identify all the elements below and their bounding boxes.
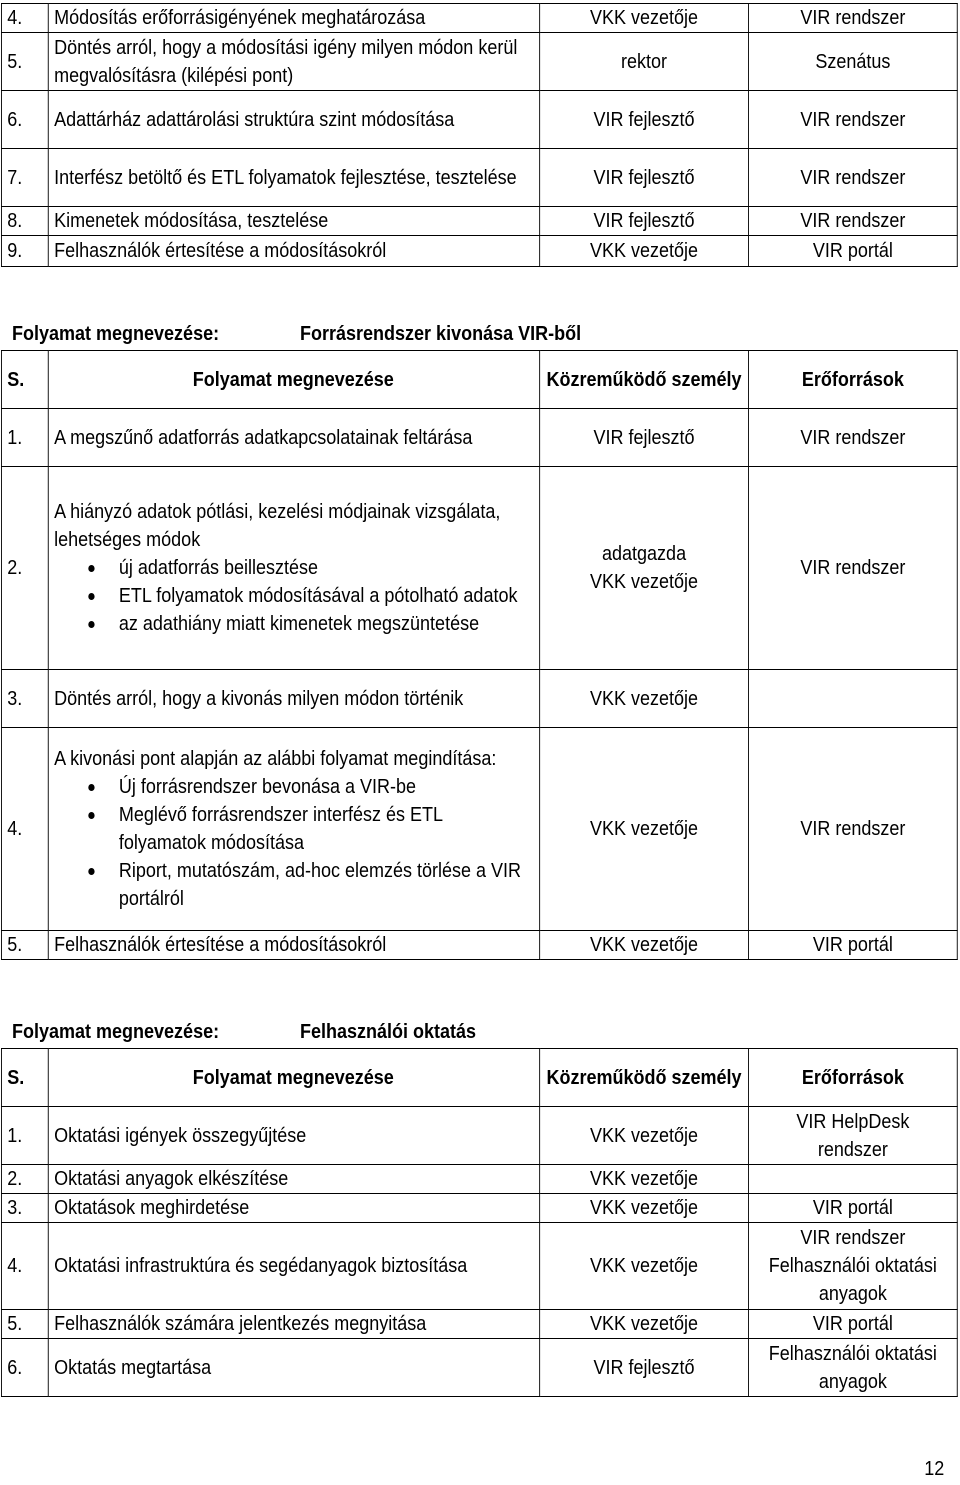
step-number: 6. [1, 91, 48, 149]
step-number: 3. [1, 1194, 48, 1223]
step-number: 5. [1, 1310, 48, 1339]
table-row [1, 207, 957, 236]
step-person [540, 467, 749, 670]
bullet-list [54, 773, 534, 913]
step-person: VKK vezetője [540, 670, 749, 728]
table-row [1, 1339, 957, 1397]
header-person: Közreműködő személy [540, 1049, 749, 1107]
list-item: ETL folyamatok módosításával a pótolható adatok [119, 582, 534, 610]
step-person: VIR fejlesztő [540, 207, 749, 236]
table-row [1, 728, 957, 931]
table-row [1, 931, 957, 960]
header-step: S. [1, 351, 48, 409]
step-resource: Felhasználói oktatási anyagok [748, 1339, 957, 1397]
process-title-value: Forrásrendszer kivonása VIR-ből [300, 323, 582, 345]
step-number: 9. [1, 236, 48, 267]
step-number: 2. [1, 467, 48, 670]
process-title [12, 323, 582, 346]
step-number: 7. [1, 149, 48, 207]
step-description-text: A hiányzó adatok pótlási, kezelési módjainak vizsgálata, lehetséges módok [54, 501, 501, 551]
table-row [1, 1107, 957, 1165]
table-row [1, 91, 957, 149]
list-item: Új forrásrendszer bevonása a VIR-be [119, 773, 534, 801]
step-description: Interfész betöltő és ETL folyamatok fejlesztése, tesztelése [48, 149, 539, 207]
table-row [1, 1194, 957, 1223]
step-resource: VIR rendszer [748, 91, 957, 149]
header-description: Folyamat megnevezése [48, 1049, 539, 1107]
step-number: 1. [1, 409, 48, 467]
step-description: Kimenetek módosítása, tesztelése [48, 207, 539, 236]
step-description: Oktatás megtartása [48, 1339, 539, 1397]
step-person: VKK vezetője [540, 728, 749, 931]
step-number: 6. [1, 1339, 48, 1397]
header-person: Közreműködő személy [540, 351, 749, 409]
step-resource: VIR rendszer [748, 207, 957, 236]
table-row [1, 1223, 957, 1310]
step-person: VKK vezetője [540, 1223, 749, 1310]
step-resource: VIR portál [748, 931, 957, 960]
list-item: Riport, mutatószám, ad-hoc elemzés törlése a VIR portálról [119, 857, 534, 913]
table-row [1, 1165, 957, 1194]
step-description: Oktatási anyagok elkészítése [48, 1165, 539, 1194]
step-number: 2. [1, 1165, 48, 1194]
table-header-row [1, 1049, 957, 1107]
step-number: 4. [1, 1223, 48, 1310]
step-person: VKK vezetője [540, 1165, 749, 1194]
list-item: új adatforrás beillesztése [119, 554, 534, 582]
list-item: az adathiány miatt kimenetek megszüntetése [119, 610, 534, 638]
table-row [1, 236, 957, 267]
step-resource: VIR rendszer [748, 4, 957, 33]
table-row [1, 409, 957, 467]
step-person-line: VKK vezetője [590, 571, 699, 593]
step-description: Oktatási igények összegyűjtése [48, 1107, 539, 1165]
step-person: VIR fejlesztő [540, 149, 749, 207]
step-description: Adattárház adattárolási struktúra szint módosítása [48, 91, 539, 149]
step-person: VIR fejlesztő [540, 409, 749, 467]
page-number: 12 [923, 1458, 944, 1480]
step-person: rektor [540, 33, 749, 91]
step-description: Módosítás erőforrásigényének meghatározása [48, 4, 539, 33]
process-table-user-training [1, 1048, 958, 1397]
step-description: Felhasználók értesítése a módosításokról [48, 236, 539, 267]
step-description-text: A kivonási pont alapján az alábbi folyamat megindítása: [54, 748, 497, 770]
step-resource-line: VIR rendszer [800, 1227, 906, 1249]
table-row [1, 670, 957, 728]
step-resource: VIR rendszer [748, 728, 957, 931]
process-title [12, 1021, 477, 1044]
step-number: 4. [1, 728, 48, 931]
step-number: 5. [1, 931, 48, 960]
step-resource: VIR HelpDesk rendszer [748, 1107, 957, 1165]
step-description: Döntés arról, hogy a kivonás milyen módon történik [48, 670, 539, 728]
table-row [1, 467, 957, 670]
table-row [1, 33, 957, 91]
step-number: 1. [1, 1107, 48, 1165]
step-description [48, 467, 539, 670]
list-item: Meglévő forrásrendszer interfész és ETL folyamatok módosítása [119, 801, 534, 857]
step-number: 5. [1, 33, 48, 91]
step-resource: VIR rendszer [748, 409, 957, 467]
table-header-row [1, 351, 957, 409]
step-description: Oktatások meghirdetése [48, 1194, 539, 1223]
step-resource: VIR portál [748, 1194, 957, 1223]
step-description: Oktatási infrastruktúra és segédanyagok biztosítása [48, 1223, 539, 1310]
step-person: VIR fejlesztő [540, 91, 749, 149]
process-table-source-removal [1, 350, 958, 960]
header-resource: Erőforrások [748, 351, 957, 409]
table-row [1, 149, 957, 207]
bullet-list [54, 554, 534, 638]
step-resource: VIR rendszer [748, 149, 957, 207]
process-title-label: Folyamat megnevezése: [12, 1021, 220, 1043]
step-person: VKK vezetője [540, 1194, 749, 1223]
step-resource [748, 1165, 957, 1194]
step-number: 4. [1, 4, 48, 33]
step-description: A megszűnő adatforrás adatkapcsolatainak feltárása [48, 409, 539, 467]
step-resource [748, 1223, 957, 1310]
header-resource: Erőforrások [748, 1049, 957, 1107]
step-person: VKK vezetője [540, 1310, 749, 1339]
step-resource: Szenátus [748, 33, 957, 91]
step-person: VKK vezetője [540, 236, 749, 267]
process-table-modification [1, 3, 958, 267]
step-resource: VIR rendszer [748, 467, 957, 670]
step-resource-line: Felhasználói oktatási anyagok [768, 1255, 937, 1305]
step-resource: VIR portál [748, 1310, 957, 1339]
step-resource [748, 670, 957, 728]
step-resource: VIR portál [748, 236, 957, 267]
step-description: Felhasználók értesítése a módosításokról [48, 931, 539, 960]
table-row [1, 1310, 957, 1339]
step-description: Felhasználók számára jelentkezés megnyitása [48, 1310, 539, 1339]
step-person: VIR fejlesztő [540, 1339, 749, 1397]
header-step: S. [1, 1049, 48, 1107]
table-row [1, 4, 957, 33]
step-description: Döntés arról, hogy a módosítási igény milyen módon kerül megvalósításra (kilépési pont) [48, 33, 539, 91]
step-person: VKK vezetője [540, 1107, 749, 1165]
step-number: 3. [1, 670, 48, 728]
process-title-label: Folyamat megnevezése: [12, 323, 220, 345]
header-description: Folyamat megnevezése [48, 351, 539, 409]
step-number: 8. [1, 207, 48, 236]
step-person: VKK vezetője [540, 931, 749, 960]
step-person-line: adatgazda [602, 543, 687, 565]
step-description [48, 728, 539, 931]
process-title-value: Felhasználói oktatás [300, 1021, 477, 1043]
step-person: VKK vezetője [540, 4, 749, 33]
